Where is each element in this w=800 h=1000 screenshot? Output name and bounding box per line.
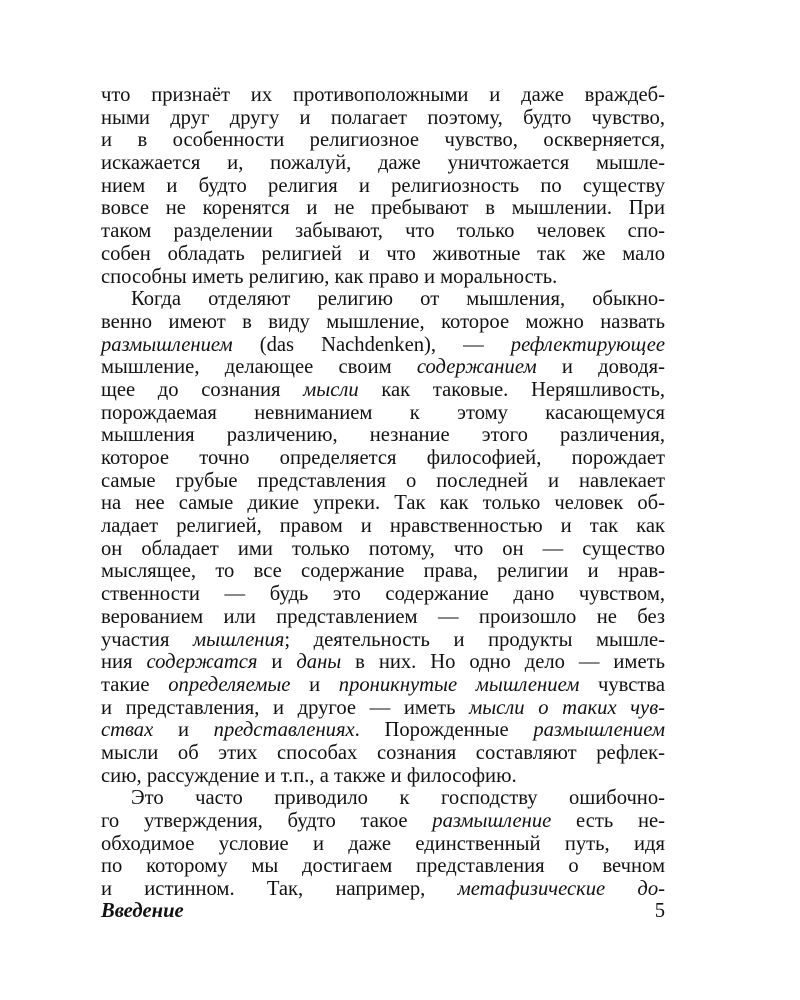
text-segment: есть не- [551,810,665,832]
italic-text-segment: размышление [432,810,552,832]
text-segment: нием и будто религия и религиозность по существу [101,174,665,197]
running-footer-section-title: Введение [101,900,184,922]
text-segment: мышление, делающее своим [101,356,417,379]
text-line [101,833,665,856]
text-line [101,492,665,515]
italic-text-segment: мышления [193,628,285,651]
text-segment: венно имеют в виду мышление, которое можно назвать [101,310,665,333]
italic-text-segment: содержатся [146,651,258,674]
text-segment: в них. Но одно дело — иметь [341,651,665,674]
page-number: 5 [654,900,665,922]
italic-text-segment: размышлением [101,333,233,356]
text-segment: способны иметь религию, как право и моральность. [101,265,558,288]
text-line [101,651,665,674]
text-segment: мыслящее, то все содержание права, религии и нрав- [101,560,665,583]
text-segment: и [257,651,297,674]
text-segment: искажается и, пожалуй, даже уничтожается мышле- [101,152,665,175]
text-segment: участия [101,628,193,651]
text-line [101,538,665,561]
text-segment: ладает религией, правом и нравственностью и так как [101,515,665,538]
text-line [101,629,665,652]
italic-text-segment: даны [296,651,342,674]
text-line [101,288,665,311]
italic-text-segment: ствах [101,719,154,742]
text-line [101,129,665,152]
text-line [101,402,665,425]
text-line [101,855,665,878]
text-line [101,334,665,357]
text-segment: на нее самые дикие упреки. Так как только человек об- [101,492,665,515]
text-segment: и представления, и другое — иметь [101,696,470,719]
text-line [101,765,665,788]
text-line [101,719,665,742]
page-footer [101,900,665,926]
text-segment: таком разделении забывают, что только человек спо- [101,220,665,243]
text-segment: и [153,719,214,742]
text-line [101,424,665,447]
italic-text-segment: рефлектирующее [510,333,665,356]
text-segment: и доводя- [536,356,665,379]
text-segment: и истинном. Так, например, [101,878,458,901]
text-segment: щее до сознания [101,378,304,401]
text-segment: мышления различению, незнание этого различения, [101,424,665,447]
text-line [101,810,665,833]
text-line [101,787,665,810]
text-line [101,107,665,130]
text-line [101,515,665,538]
text-line [101,379,665,402]
text-line [101,674,665,697]
text-segment: обходимое условие и даже единственный путь, идя [101,832,665,855]
text-segment: сию, рассуждение и т.п., а также и философию. [101,764,517,787]
text-segment: . Порожденные [354,719,534,742]
text-segment: верованием или представлением — произошло не без [101,605,665,628]
text-line [101,470,665,493]
text-segment: по которому мы достигаем представления о вечном [101,855,665,878]
text-line [101,197,665,220]
italic-text-segment: мысли о таких чув- [469,696,665,719]
text-line [101,84,665,107]
body-text [101,84,665,901]
text-segment: чувства [579,673,665,696]
text-line [101,447,665,470]
text-segment: ственности — будь это содержание дано чувством, [101,583,665,606]
text-segment: и в особенности религиозное чувство, оскверняется, [101,129,665,152]
text-line [101,152,665,175]
text-segment: порождаемая невниманием к этому касающемуся [101,401,665,424]
text-segment: собен обладать религией и что животные так же мало [101,242,665,265]
italic-text-segment: представлениях [213,719,355,742]
text-line [101,606,665,629]
italic-text-segment: мысли [303,378,359,401]
text-line [101,356,665,379]
text-line [101,266,665,289]
text-segment: как таковые. Неряшливость, [358,378,666,401]
text-segment: он обладает ими только потому, что он — существо [101,537,665,560]
text-line [101,220,665,243]
text-segment: ; деятельность и продукты мышле- [284,628,665,651]
text-line [101,742,665,765]
italic-text-segment: содержанием [416,356,537,379]
text-line [101,311,665,334]
text-segment: что признаёт их противоположными и даже враждеб- [101,84,665,106]
text-segment: которое точно определяется философией, порождает [101,447,665,469]
text-segment: Это часто приводило к господству ошибочно- [131,787,665,810]
text-line [101,175,665,198]
text-segment: мысли об этих способах сознания составляют рефлек- [101,741,665,764]
italic-text-segment: метафизические до- [457,878,665,901]
text-segment: го утверждения, будто такое [101,810,433,832]
text-segment: такие [101,673,169,696]
text-line [101,583,665,606]
italic-text-segment: определяемые [168,673,291,696]
text-segment: и [290,673,339,696]
italic-text-segment: проникнутые мышлением [338,673,580,696]
text-segment: Когда отделяют религию от мышления, обыкно- [131,288,665,311]
text-line [101,878,665,901]
text-segment: ными друг другу и полагает поэтому, будто чувство, [101,106,665,129]
text-line [101,560,665,583]
text-segment: ния [101,651,147,674]
italic-text-segment: размышлением [533,719,665,742]
text-segment: самые грубые представления о последней и навлекает [101,469,665,492]
text-segment: (das Nachdenken), — [232,333,511,356]
text-line [101,243,665,266]
text-segment: вовсе не коренятся и не пребывают в мышлении. При [101,197,665,220]
text-line [101,697,665,720]
